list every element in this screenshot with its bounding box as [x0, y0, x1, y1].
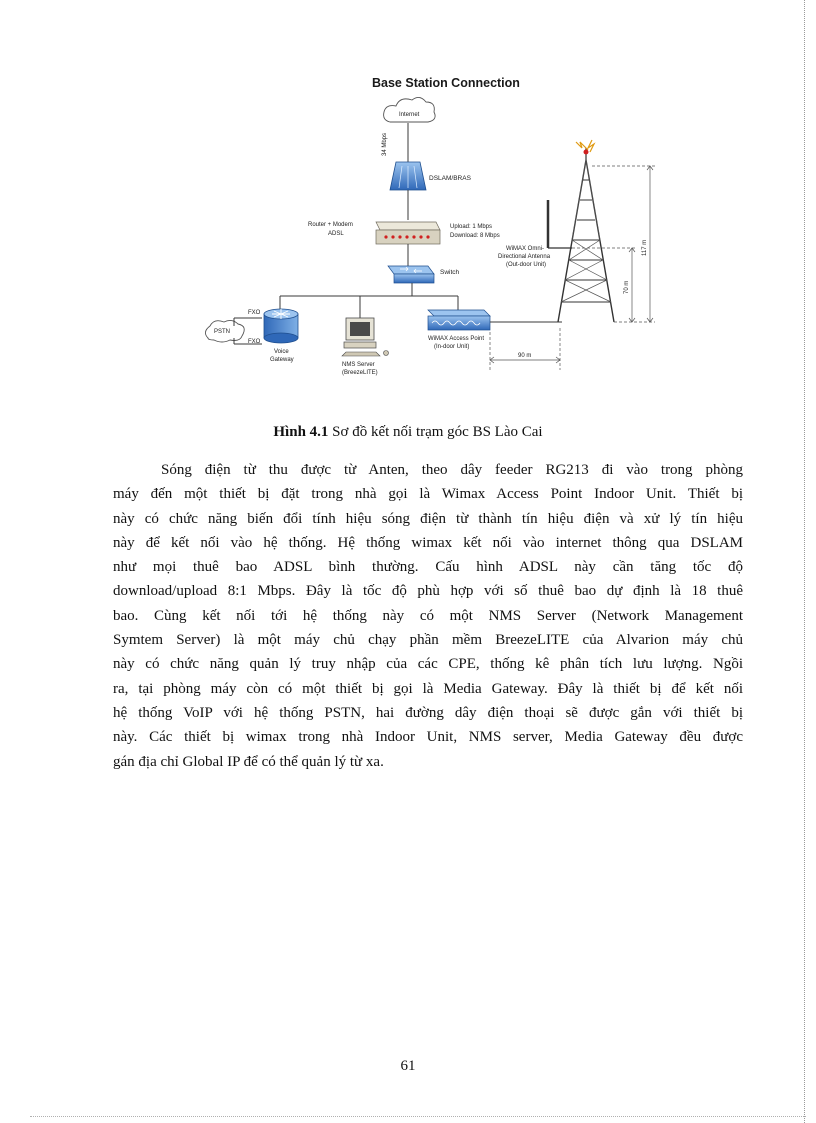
bandwidth-label: 34 Mbps [382, 132, 388, 156]
nms-server-icon [342, 318, 389, 356]
voice-gateway-icon [264, 309, 298, 343]
omni-antenna-icon [548, 200, 572, 248]
antenna-label-line3: (Out-door Unit) [506, 262, 547, 268]
paragraph-line: download/upload 8:1 Mbps. Đây là tốc độ phù hợp với số thuê bao dự định là 18 thuê [113, 583, 743, 600]
figure-caption-text: Sơ đồ kết nối trạm góc BS Lào Cai [328, 424, 543, 440]
fxo-bottom-label: FXO [248, 339, 261, 345]
height-117-label: 117 m [642, 239, 648, 256]
figure-caption-label: Hình 4.1 [273, 424, 329, 440]
paragraph-line: gán địa chỉ Global IP để có thể quản lý từ xa. [113, 753, 384, 770]
distance-90-label: 90 m [518, 353, 532, 359]
router-label-line2: ADSL [328, 231, 344, 237]
switch-label: Switch [440, 269, 460, 276]
diagram-title: Base Station Connection [372, 76, 520, 90]
fxo-top-label: FXO [248, 310, 261, 316]
right-margin-rule [804, 0, 805, 1123]
page-number: 61 [400, 1058, 416, 1074]
paragraph-line: này. Các thiết bị wimax trong nhà Indoor Unit, NMS server, Media Gateway đều được [113, 729, 743, 746]
figure-caption [0, 424, 816, 441]
paragraph-line: này có chức năng quản lý truy nhập của các CPE, thống kê phân tích lưu lượng. Ngồi [113, 656, 743, 673]
dslam-bras-icon [390, 162, 426, 190]
paragraph-line: như mọi thuê bao ADSL bình thường. Cấu hình ADSL này cần tăng tốc độ [113, 559, 743, 576]
paragraph-line: ra, tại phòng máy còn có một thiết bị gọi là Media Gateway. Đây là thiết bị để kết nối [113, 680, 743, 697]
wimax-access-point-icon [428, 310, 490, 330]
base-station-diagram [200, 70, 660, 390]
voice-gateway-label-line2: Gateway [270, 357, 294, 363]
paragraph-line: máy đến một thiết bị đặt trong nhà gọi là Wimax Access Point Indoor Unit. Thiết bị [113, 486, 743, 503]
nms-label-line1: NMS Server [342, 362, 375, 368]
voice-gateway-label-line1: Voice [274, 349, 289, 355]
switch-icon [388, 266, 434, 283]
internet-label: Internet [399, 112, 420, 118]
paragraph-line: hệ thống VoIP với hệ thống PSTN, hai đường dây điện thoại sẽ được gắn với thiết bị [113, 704, 743, 721]
height-70-label: 70 m [624, 280, 630, 294]
paragraph-line: này có chức năng biến đổi tính hiệu sóng điện từ thành tín hiệu điện và xử lý tín hiệu [113, 510, 743, 527]
antenna-label-line2: Directional Antenna [498, 254, 551, 260]
nms-label-line2: (BreezeLITE) [342, 370, 378, 376]
ap-label-line1: WiMAX Access Point [428, 336, 485, 342]
router-label-line1: Router + Modem [308, 222, 353, 228]
antenna-tower-icon [558, 140, 614, 322]
upload-speed-label: Upload: 1 Mbps [450, 224, 493, 230]
ap-label-line2: (In-door Unit) [434, 344, 470, 350]
antenna-label-line1: WiMAX Omni- [506, 246, 544, 252]
paragraph-line: Sóng điện từ thu được từ Anten, theo dây feeder RG213 đi vào trong phòng [161, 462, 743, 478]
pstn-label: PSTN [214, 329, 231, 335]
height-dimension-lines [490, 166, 655, 370]
paragraph-line: này để kết nối vào hệ thống. Hệ thống wimax kết nối vào internet thông qua DSLAM [113, 534, 743, 551]
paragraph-line: bao. Cùng kết nối tới hệ thống này có một NMS Server (Network Management [113, 607, 743, 624]
router-modem-icon [376, 222, 440, 244]
internet-cloud-icon [384, 97, 436, 122]
download-speed-label: Download: 8 Mbps [450, 233, 500, 239]
paragraph-line: Symtem Server) là một máy chủ chạy phần mềm BreezeLITE của Alvarion máy chủ [113, 632, 743, 649]
dslam-label: DSLAM/BRAS [429, 175, 471, 182]
body-paragraph [113, 458, 743, 774]
bottom-margin-rule [30, 1116, 806, 1117]
